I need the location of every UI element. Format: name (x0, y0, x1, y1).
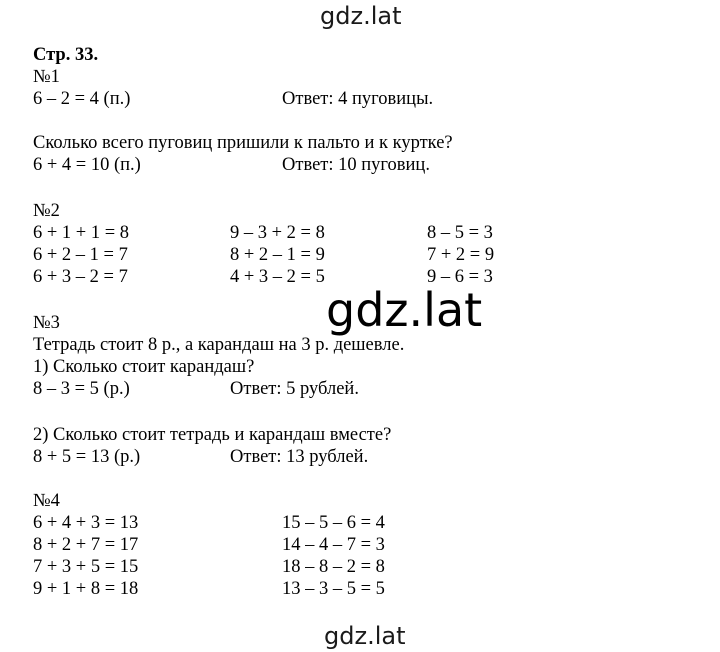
task4-col2-row1: 15 – 5 – 6 = 4 (282, 513, 385, 533)
task4-col1-row2: 8 + 2 + 7 = 17 (33, 535, 139, 555)
task4-col2-row2: 14 – 4 – 7 = 3 (282, 535, 385, 555)
task3-question-1: 1) Сколько стоит карандаш? (33, 357, 255, 377)
task2-number: №2 (33, 201, 60, 221)
task1-equation-1: 6 – 2 = 4 (п.) (33, 89, 131, 109)
task1-question: Сколько всего пуговиц пришили к пальто и к куртке? (33, 133, 453, 153)
task2-col3-row3: 9 – 6 = 3 (427, 267, 493, 287)
task3-answer-1: Ответ: 5 рублей. (230, 379, 359, 399)
task4-number: №4 (33, 491, 60, 511)
task4-col2-row3: 18 – 8 – 2 = 8 (282, 557, 385, 577)
task1-answer-2: Ответ: 10 пуговиц. (282, 155, 430, 175)
task1-answer-1: Ответ: 4 пуговицы. (282, 89, 434, 109)
task2-col3-row2: 7 + 2 = 9 (427, 245, 495, 265)
task1-equation-2: 6 + 4 = 10 (п.) (33, 155, 141, 175)
task3-question-2: 2) Сколько стоит тетрадь и карандаш вместе? (33, 425, 392, 445)
watermark-bottom: gdz.lat (324, 622, 406, 650)
task4-col1-row4: 9 + 1 + 8 = 18 (33, 579, 139, 599)
task3-number: №3 (33, 313, 60, 333)
task2-col2-row2: 8 + 2 – 1 = 9 (230, 245, 325, 265)
task2-col2-row1: 9 – 3 + 2 = 8 (230, 223, 325, 243)
task2-col2-row3: 4 + 3 – 2 = 5 (230, 267, 325, 287)
task4-col1-row1: 6 + 4 + 3 = 13 (33, 513, 139, 533)
task3-equation-1: 8 – 3 = 5 (р.) (33, 379, 130, 399)
task1-number: №1 (33, 67, 60, 87)
watermark-middle: gdz.lat (326, 283, 483, 337)
task3-statement: Тетрадь стоит 8 р., а карандаш на 3 р. дешевле. (33, 335, 405, 355)
task2-col1-row2: 6 + 2 – 1 = 7 (33, 245, 128, 265)
watermark-top: gdz.lat (320, 2, 402, 30)
task2-col1-row1: 6 + 1 + 1 = 8 (33, 223, 130, 243)
task2-col3-row1: 8 – 5 = 3 (427, 223, 493, 243)
task3-equation-2: 8 + 5 = 13 (р.) (33, 447, 141, 467)
task2-col1-row3: 6 + 3 – 2 = 7 (33, 267, 128, 287)
page-heading: Стр. 33. (33, 45, 99, 65)
task4-col1-row3: 7 + 3 + 5 = 15 (33, 557, 139, 577)
task3-answer-2: Ответ: 13 рублей. (230, 447, 369, 467)
task4-col2-row4: 13 – 3 – 5 = 5 (282, 579, 385, 599)
